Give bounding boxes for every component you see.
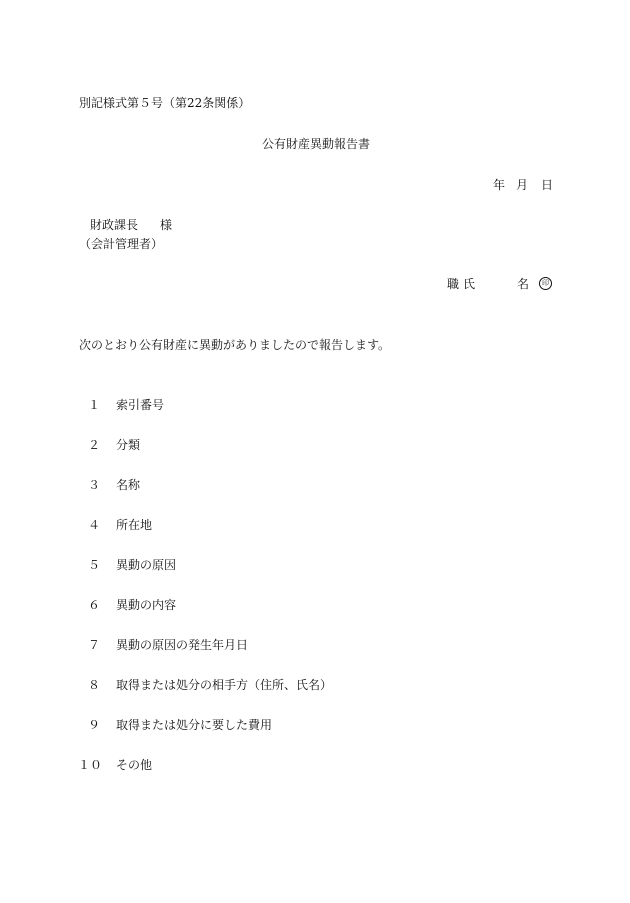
form-label: 別記様式第５号（第22条関係） — [79, 96, 251, 110]
intro-text: 次のとおり公有財産に異動がありましたので報告します。 — [79, 338, 391, 352]
item-label: 異動の原因の発生年月日 — [116, 638, 249, 652]
signature-title-part1: 職 — [447, 277, 460, 291]
date-month-label: 月 — [516, 178, 529, 192]
item-number: １０ — [78, 758, 103, 772]
addressee-honorific: 様 — [160, 218, 173, 232]
page-title: 公有財産異動報告書 — [262, 137, 371, 151]
item-number: ３ — [87, 478, 100, 492]
item-number: ８ — [87, 678, 100, 692]
item-number: ２ — [87, 438, 100, 452]
item-label: その他 — [116, 758, 153, 772]
item-label: 取得または処分の相手方（住所、氏名） — [116, 678, 333, 692]
item-label: 取得または処分に要した費用 — [116, 718, 273, 732]
item-label: 索引番号 — [116, 398, 165, 412]
signature-title-part2: 氏 — [463, 277, 476, 291]
item-number: ６ — [87, 598, 100, 612]
item-label: 名称 — [116, 478, 141, 492]
seal-icon: 印 — [539, 277, 552, 290]
item-label: 所在地 — [116, 518, 153, 532]
date-year-label: 年 — [493, 178, 506, 192]
item-number: ４ — [87, 518, 100, 532]
item-number: ５ — [87, 558, 100, 572]
item-label: 異動の内容 — [116, 598, 177, 612]
addressee-name: 財政課長 — [90, 218, 139, 232]
signature-name-label: 名 — [517, 277, 530, 291]
item-number: ９ — [87, 718, 100, 732]
addressee-note: （会計管理者） — [79, 237, 164, 251]
item-label: 異動の原因 — [116, 558, 177, 572]
item-number: ７ — [87, 638, 100, 652]
item-number: １ — [87, 398, 100, 412]
date-day-label: 日 — [541, 178, 554, 192]
item-label: 分類 — [116, 438, 141, 452]
